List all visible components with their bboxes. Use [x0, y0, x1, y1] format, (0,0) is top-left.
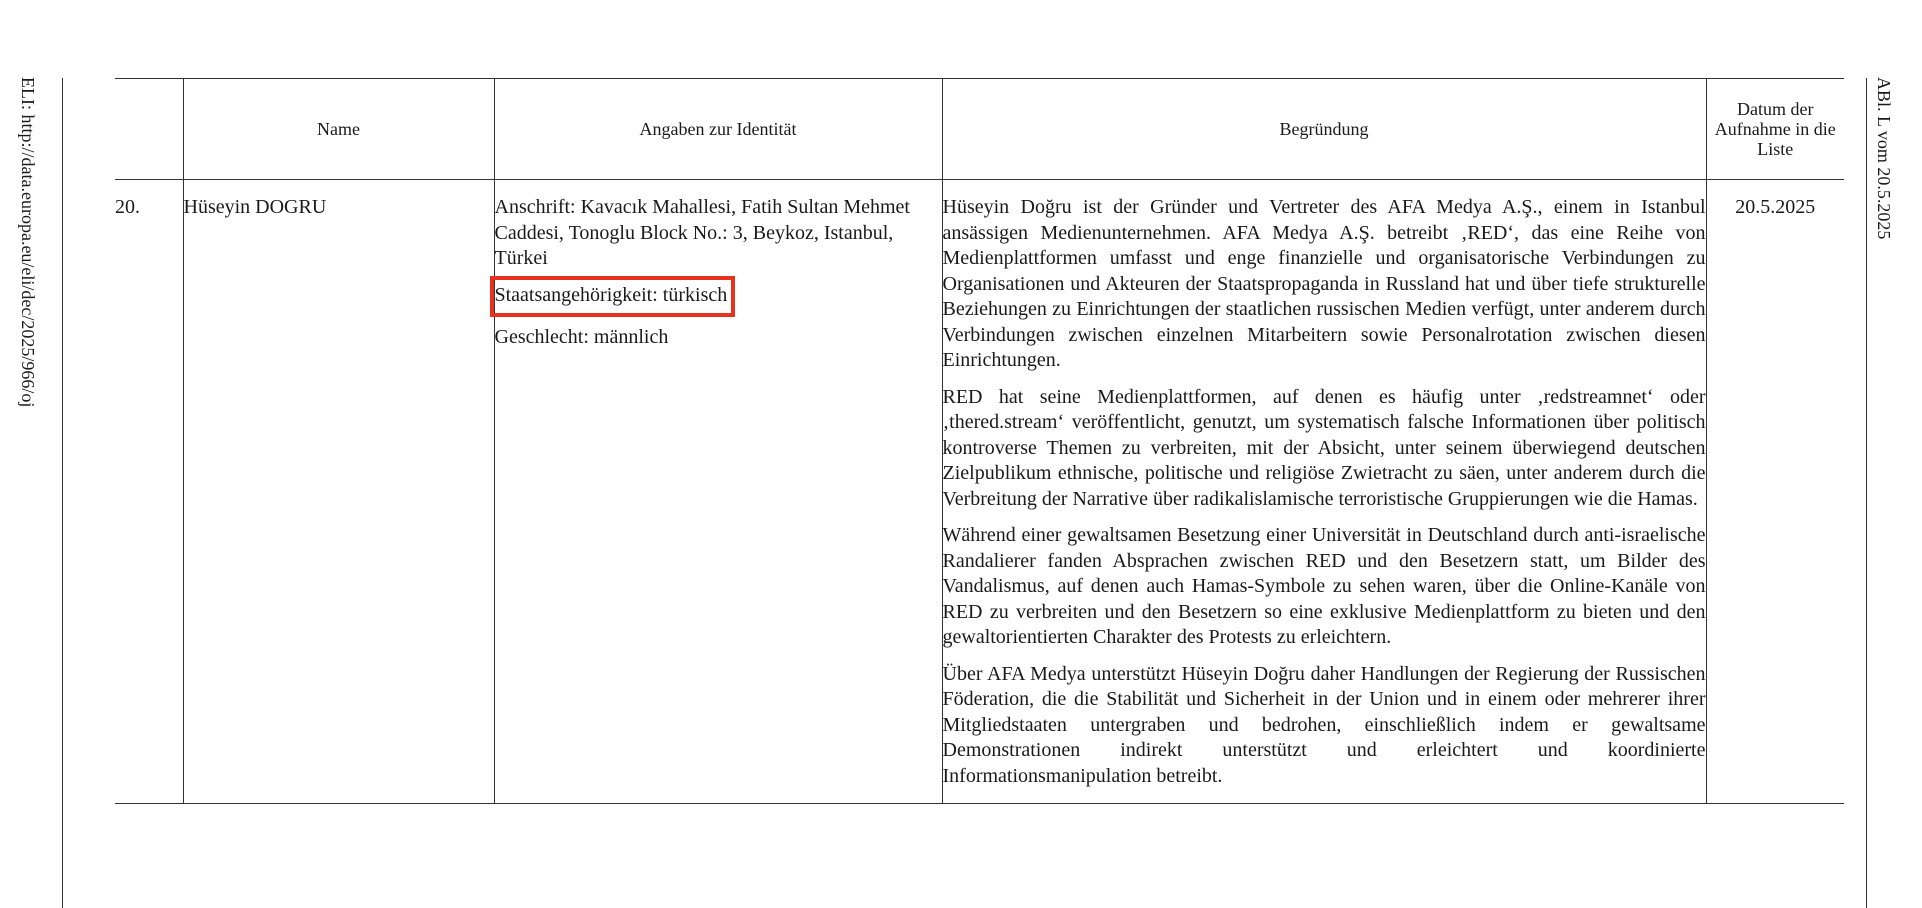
header-reasons: Begründung	[942, 79, 1706, 180]
sanctions-annex-table	[115, 78, 1844, 804]
entry-name: Hüseyin DOGRU	[183, 180, 494, 804]
reason-paragraph-3: Während einer gewaltsamen Besetzung einer Universität in Deutschland durch anti-israelische Randalierer fanden Absprachen zwischen RED und den Besetzern statt, um Bilder des Vandalismus, auf denen auch Hamas-Symbole zu sehen waren, über die Online-Kanäle von RED zu verbreiten und den Besetzern so eine exklusive Medienplattform zu bieten und den gewaltorientierten Charakter des Protests zu erleichtern.	[942, 524, 1706, 648]
header-name: Name	[183, 79, 494, 180]
reason-paragraph-2: RED hat seine Medienplattformen, auf denen es häufig unter ‚redstreamnet‘ oder ‚thered.stream‘ veröffentlicht, genutzt, um systematisch falsche Informationen über politisch kontroverse Themen zu verbreiten, mit der Absicht, unter seinem überwiegend deutschen Zielpublikum ethnische, politische und religiöse Zwietracht zu säen, unter anderem durch die Verbreitung der Narrative über radikalislamische terroristische Gruppierungen wie die Hamas.	[942, 385, 1706, 510]
entry-number: 20.	[115, 180, 183, 804]
reason-paragraph-4: Über AFA Medya unterstützt Hüseyin Doğru daher Handlungen der Regierung der Russischen Föderation, die die Stabilität und Sicherheit in der Union und in einem oder mehrerer ihrer Mitgliedstaaten untergraben und bedrohen, einschließlich indem er gewaltsame Demonstrationen indirekt unterstützt und erleichtert und koordinierte Informationsmanipulation betreibt.	[942, 662, 1706, 787]
entry-identity	[494, 180, 942, 804]
identity-address: Anschrift: Kavacık Mahallesi, Fatih Sultan Mehmet Caddesi, Tonoglu Block No.: 3, Beykoz, Istanbul, Türkei	[494, 196, 910, 269]
right-margin-rule	[1866, 78, 1867, 908]
eli-reference[interactable]: ELI: http://data.europa.eu/eli/dec/2025/966/oj	[18, 77, 38, 408]
entry-reasons	[942, 180, 1706, 804]
table-header-row	[115, 79, 1844, 180]
left-margin-rule	[62, 78, 63, 908]
table-row	[115, 180, 1844, 804]
header-number	[115, 79, 183, 180]
journal-reference: ABl. L vom 20.5.2025	[1874, 77, 1894, 240]
identity-nationality-line	[495, 283, 942, 313]
highlighted-nationality: Staatsangehörigkeit: türkisch	[490, 276, 736, 317]
header-date: Datum der Aufnahme in die Liste	[1706, 79, 1844, 180]
reason-paragraph-1: Hüseyin Doğru ist der Gründer und Vertreter des AFA Medya A.Ş., einem in Istanbul ansässigen Medienunternehmen. AFA Medya A.Ş. betreibt ‚RED‘, das eine Reihe von Medienplattformen umfasst und enge finanzielle und organisatorische Verbindungen zu Organisationen und Akteuren der Staatspropaganda in Russland hat und über tiefe strukturelle Beziehungen zu Einrichtungen der staatlichen russischen Medien verfügt, unter anderem durch Verbindungen zwischen einzelnen Mitarbeitern sowie Personalrotation zwischen diesen Einrichtungen.	[942, 196, 1706, 371]
entry-date: 20.5.2025	[1706, 180, 1844, 804]
header-identity: Angaben zur Identität	[494, 79, 942, 180]
identity-gender: Geschlecht: männlich	[494, 325, 669, 348]
